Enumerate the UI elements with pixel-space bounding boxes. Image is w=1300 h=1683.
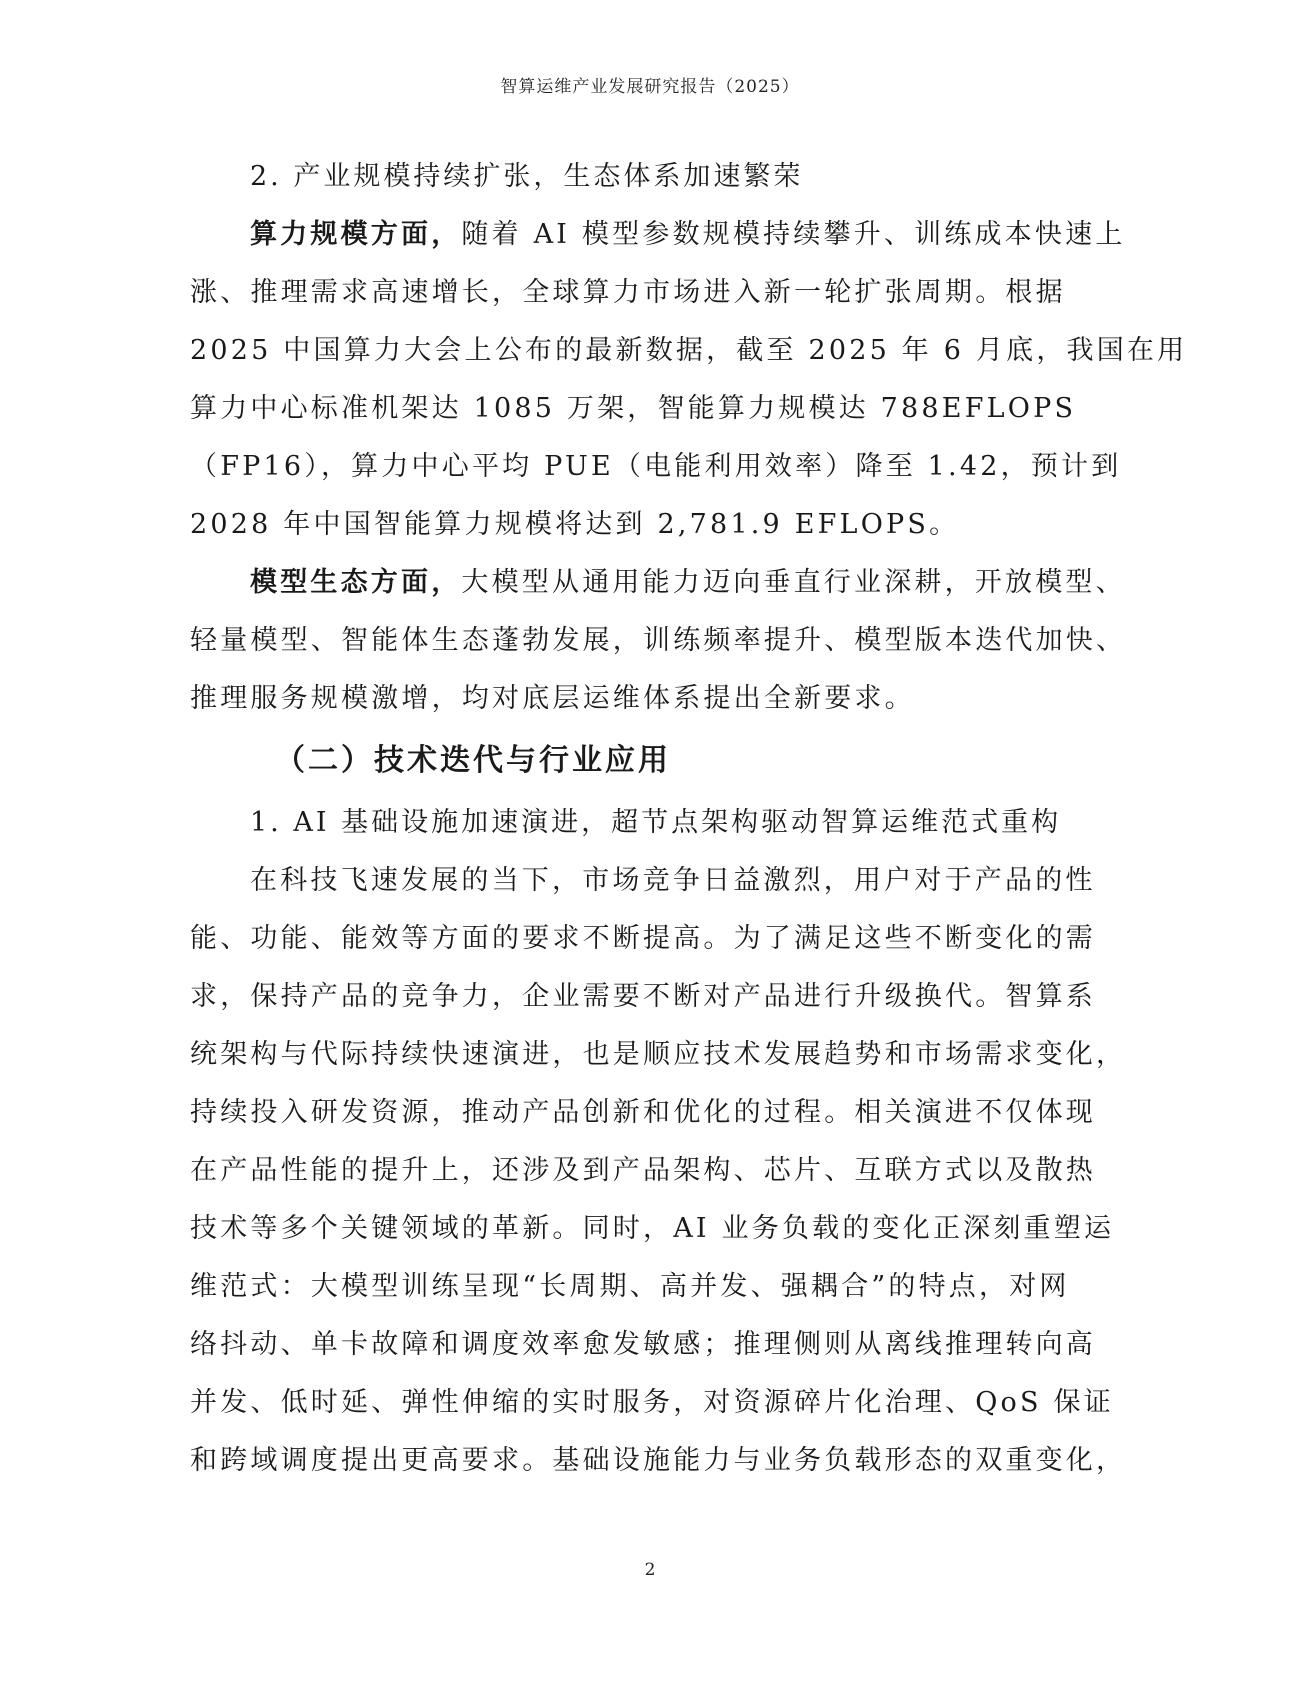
subsection-heading-2: 2. 产业规模持续扩张，生态体系加速繁荣: [250, 161, 804, 192]
paragraph-line: 能、功能、能效等方面的要求不断提高。为了满足这些不断变化的需: [190, 923, 1096, 954]
paragraph-line: [190, 206, 1126, 264]
subsection-heading-1: 1. AI 基础设施加速演进，超节点架构驱动智算运维范式重构: [250, 807, 1062, 838]
running-header: 智算运维产业发展研究报告（2025）: [500, 77, 800, 97]
paragraph-model-ecosystem: [190, 554, 1127, 728]
page-content: [190, 148, 1188, 1490]
paragraph-line-text: 随着 AI 模型参数规模持续攀升、训练成本快速上: [461, 219, 1126, 250]
paragraph-line: 在产品性能的提升上，还涉及到产品架构、芯片、互联方式以及散热: [190, 1155, 1096, 1186]
paragraph-line: 涨、推理需求高速增长，全球算力市场进入新一轮扩张周期。根据: [190, 277, 1066, 308]
paragraph-line-text: 大模型从通用能力迈向垂直行业深耕，开放模型、: [461, 567, 1126, 598]
paragraph-compute-scale: [190, 206, 1188, 554]
paragraph-line: 和跨域调度提出更高要求。基础设施能力与业务负载形态的双重变化，: [190, 1445, 1127, 1476]
paragraph-line: 推理服务规模激增，均对底层运维体系提出全新要求。: [190, 683, 915, 714]
paragraph-line: 统架构与代际持续快速演进，也是顺应技术发展趋势和市场需求变化，: [190, 1039, 1127, 1070]
page-number: 2: [644, 1560, 656, 1580]
paragraph-line: 轻量模型、智能体生态蓬勃发展，训练频率提升、模型版本迭代加快、: [190, 625, 1127, 656]
paragraph-lead: 模型生态方面，: [250, 567, 462, 598]
paragraph-line: （FP16），算力中心平均 PUE（电能利用效率）降至 1.42，预计到: [190, 451, 1122, 482]
paragraph-line: 络抖动、单卡故障和调度效率愈发敏感；推理侧则从离线推理转向高: [190, 1329, 1096, 1360]
paragraph-line: 2028 年中国智能算力规模将达到 2,781.9 EFLOPS。: [190, 509, 960, 540]
paragraph-line: 在科技飞速发展的当下，市场竞争日益激烈，用户对于产品的性: [250, 865, 1096, 896]
paragraph-line: 并发、低时延、弹性伸缩的实时服务，对资源碎片化治理、QoS 保证: [190, 1387, 1114, 1418]
paragraph-line: 求，保持产品的竞争力，企业需要不断对产品进行升级换代。智算系: [190, 981, 1096, 1012]
paragraph-lead: 算力规模方面，: [250, 219, 462, 250]
paragraph-line: 维范式：大模型训练呈现“长周期、高并发、强耦合”的特点，对网: [190, 1271, 1070, 1302]
section-heading-ii: （二）技术迭代与行业应用: [275, 743, 671, 778]
paragraph-line: [190, 554, 1126, 612]
paragraph-line: 技术等多个关键领域的革新。同时，AI 业务负载的变化正深刻重塑运: [190, 1213, 1115, 1244]
paragraph-tech-evolution: [190, 852, 1127, 1490]
paragraph-line: 2025 中国算力大会上公布的最新数据，截至 2025 年 6 月底，我国在用: [190, 335, 1188, 366]
paragraph-line: 算力中心标准机架达 1085 万架，智能算力规模达 788EFLOPS: [190, 393, 1077, 424]
paragraph-line: 持续投入研发资源，推动产品创新和优化的过程。相关演进不仅体现: [190, 1097, 1096, 1128]
